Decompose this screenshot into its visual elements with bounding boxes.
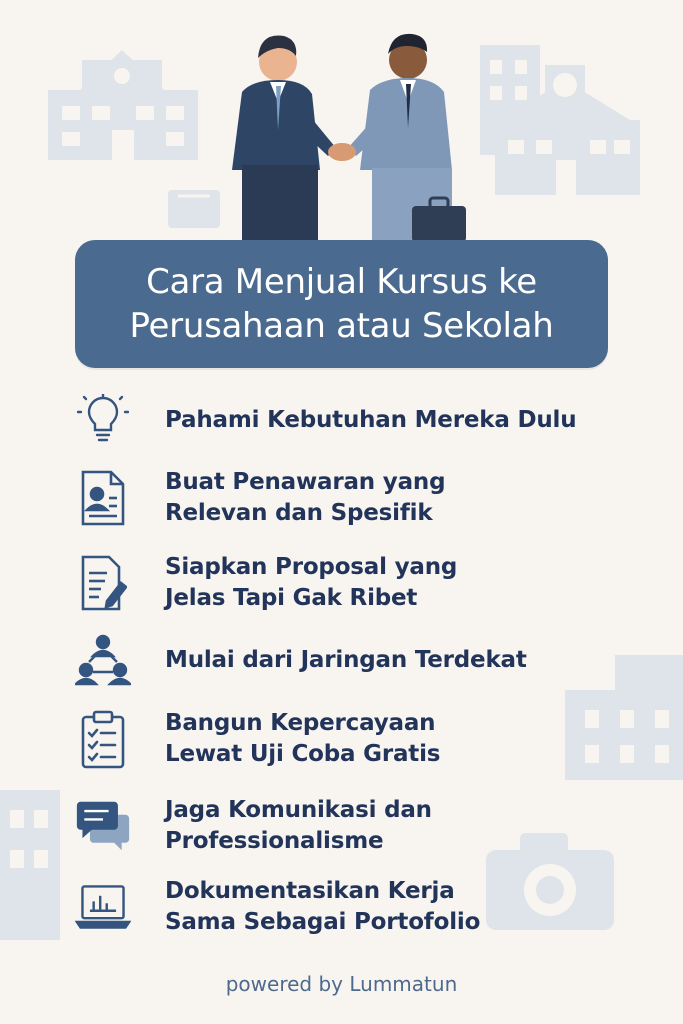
businessman-left (232, 35, 336, 245)
item-line: Professionalisme (165, 828, 384, 854)
item-line: Buat Penawaran yang (165, 469, 446, 495)
item-line: Relevan dan Spesifik (165, 500, 433, 526)
list-item-4 (75, 630, 635, 690)
item-line: Pahami Kebutuhan Mereka Dulu (165, 406, 577, 433)
item-text (165, 795, 432, 857)
office-building-left-icon (0, 790, 60, 940)
item-line: Mulai dari Jaringan Terdekat (165, 646, 527, 673)
document-pencil-icon (75, 553, 131, 613)
item-line: Dokumentasikan Kerja (165, 878, 455, 904)
chat-bubbles-icon (75, 796, 131, 856)
item-text (165, 552, 457, 614)
item-line: Bangun Kepercayaan (165, 710, 436, 736)
title-line-1: Cara Menjual Kursus ke (146, 262, 537, 302)
item-text (165, 645, 527, 676)
list-item-1 (75, 390, 635, 450)
item-line: Jelas Tapi Gak Ribet (165, 585, 418, 611)
title-line-2: Perusahaan atau Sekolah (129, 306, 554, 346)
item-line: Lewat Uji Coba Gratis (165, 741, 441, 767)
list-item-6 (75, 795, 635, 857)
clipboard-checklist-icon (75, 709, 131, 769)
network-people-icon (75, 630, 131, 690)
item-line: Sama Sebagai Portofolio (165, 909, 481, 935)
list-item-7 (75, 876, 635, 938)
list-item-5 (75, 708, 635, 770)
businessman-right (348, 34, 466, 245)
handshake-illustration (180, 30, 510, 245)
title-banner (75, 240, 608, 368)
item-text (165, 405, 576, 436)
list-item-3 (75, 552, 635, 614)
lightbulb-icon (75, 390, 131, 450)
list-item-2 (75, 467, 635, 529)
item-text (165, 467, 445, 529)
item-text (165, 708, 440, 770)
footer-credit: powered by Lummatun (225, 972, 458, 996)
item-line: Siapkan Proposal yang (165, 554, 458, 580)
laptop-chart-icon (75, 877, 131, 937)
id-card-document-icon (75, 468, 131, 528)
item-line: Jaga Komunikasi dan (165, 797, 432, 823)
item-text (165, 876, 480, 938)
